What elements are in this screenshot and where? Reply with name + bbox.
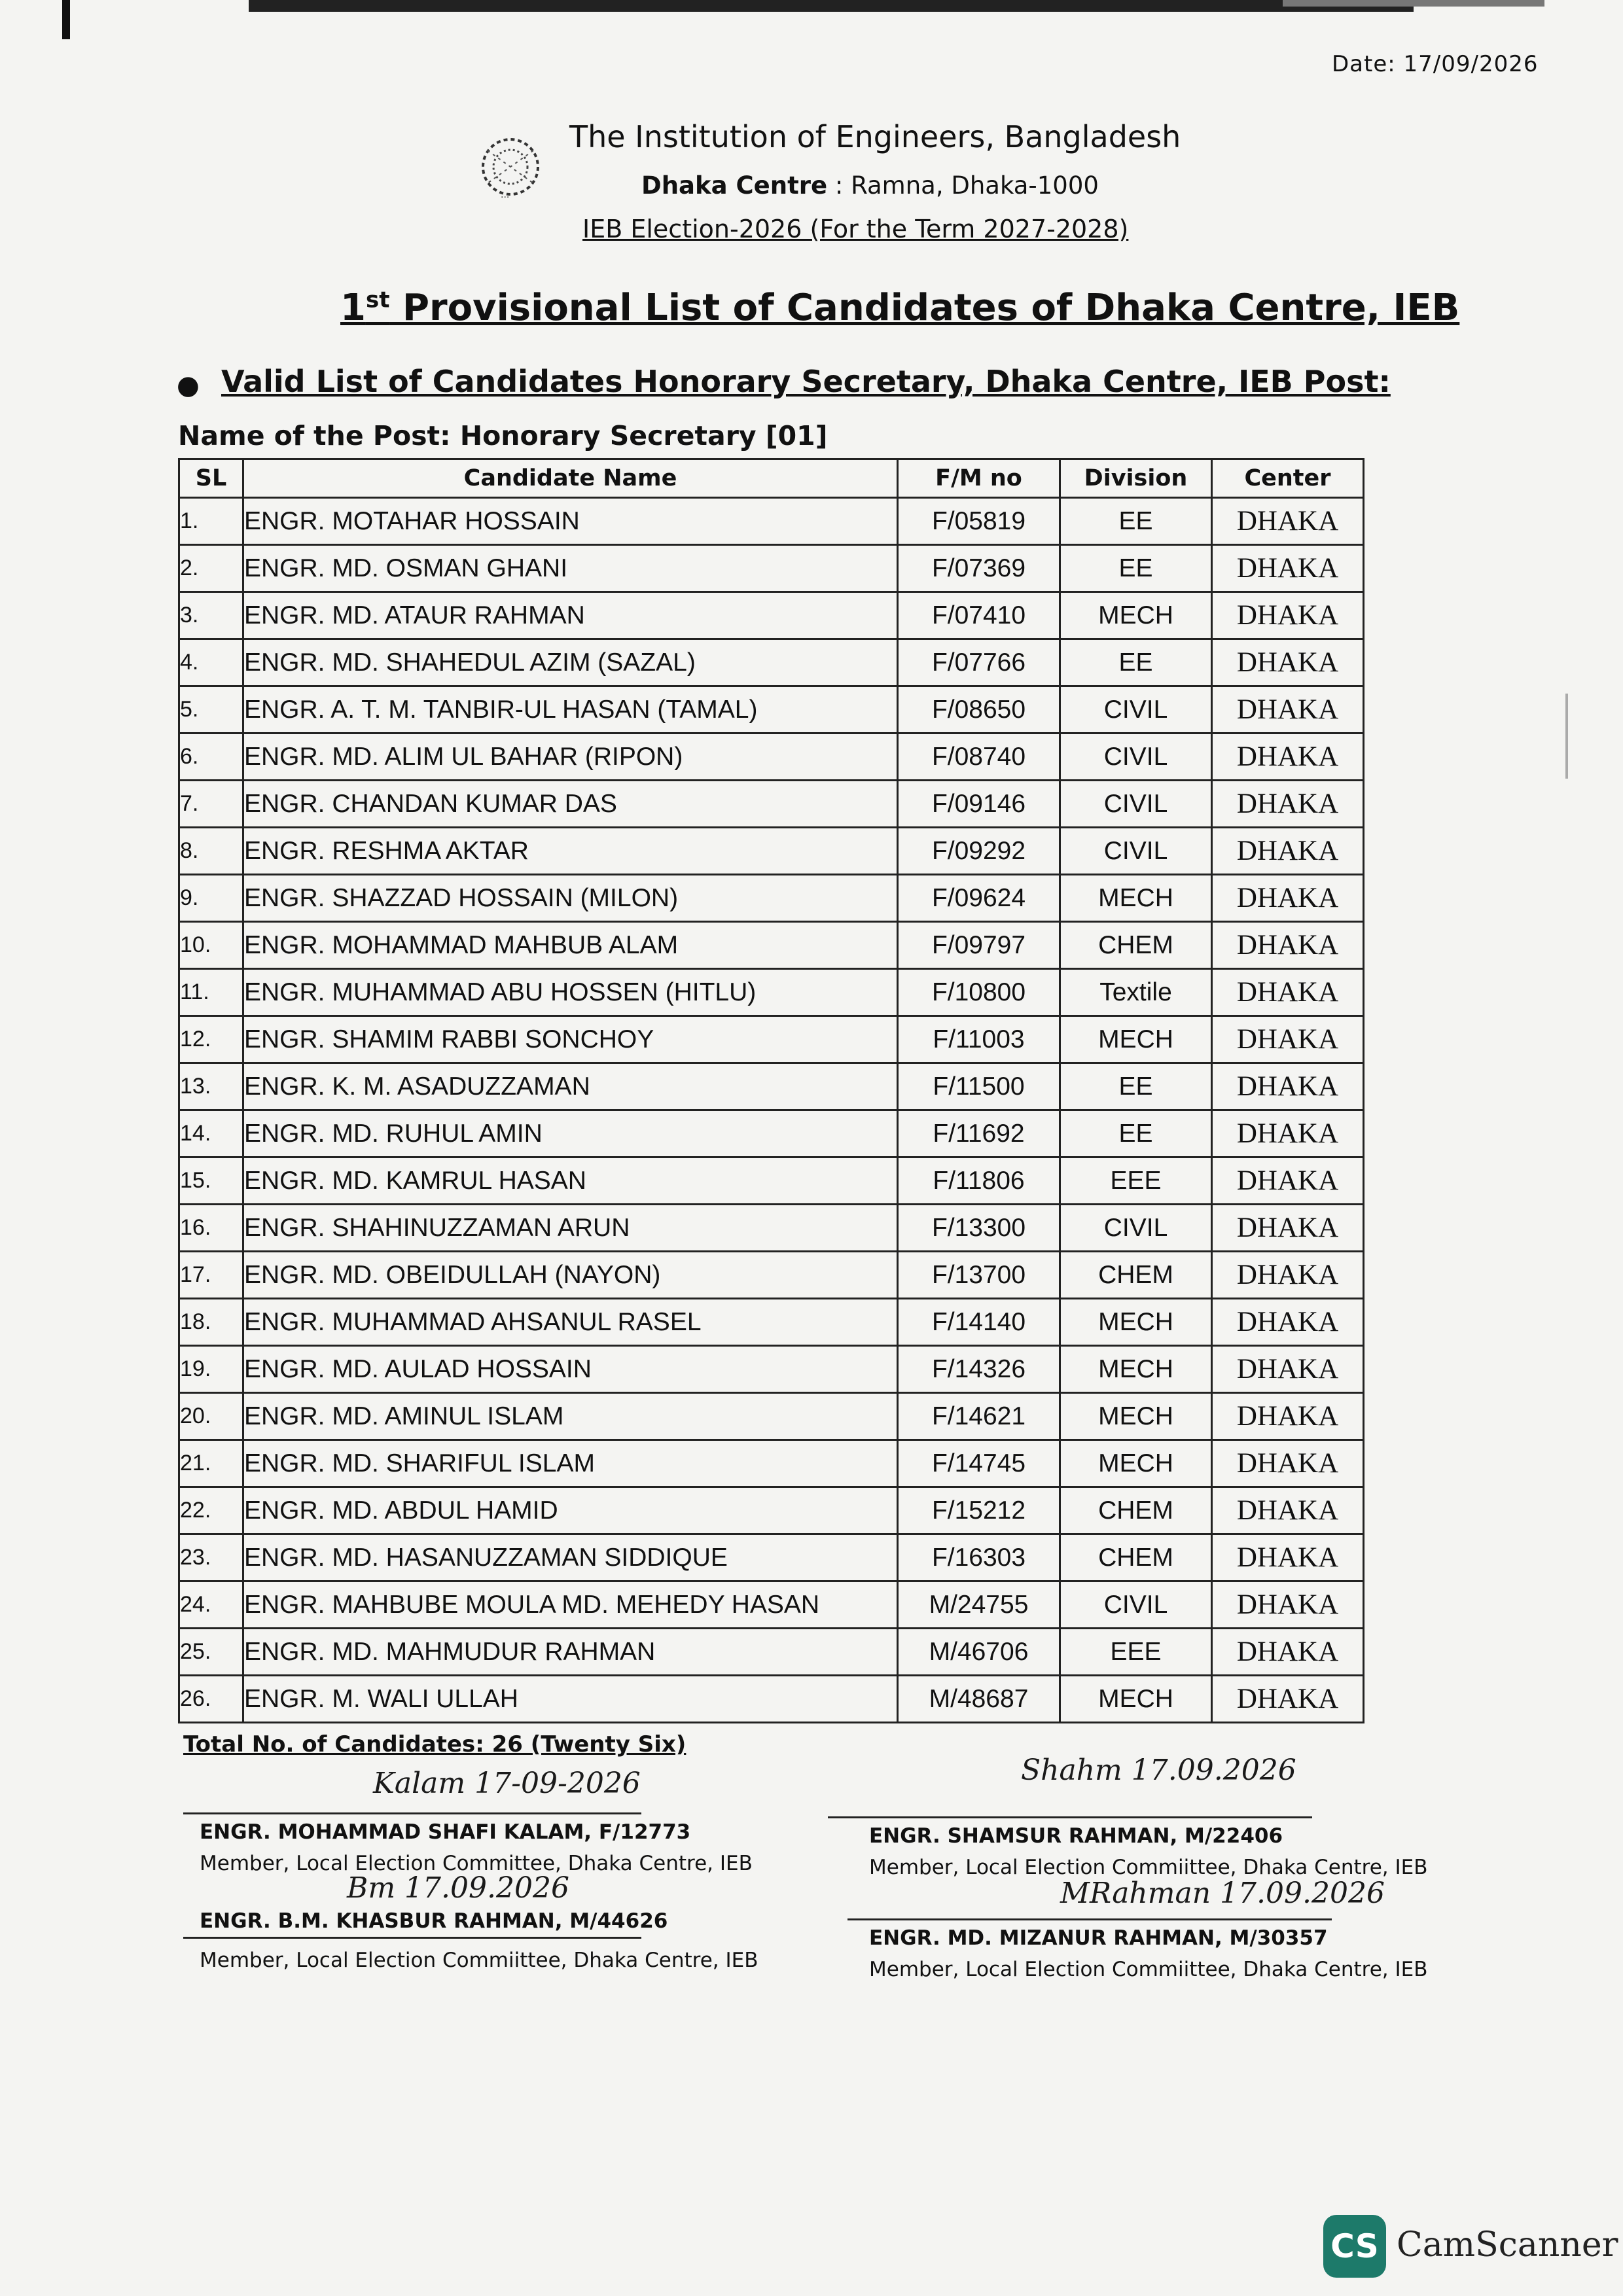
table-row [179,1063,1364,1110]
table-row [179,639,1364,686]
svg-text:···: ··· [501,192,510,203]
cell-candidate-name: ENGR. MD. AULAD HOSSAIN [243,1346,898,1393]
cell-sl: 17. [179,1252,243,1299]
cell-candidate-name: ENGR. MD. ABDUL HAMID [243,1487,898,1534]
cell-division: Textile [1060,969,1212,1016]
signatory-name: ENGR. MOHAMMAD SHAFI KALAM, F/12773 [200,1820,691,1844]
table-row [179,1299,1364,1346]
signatory-role: Member, Local Election Commiittee, Dhaka Centre, IEB [200,1949,758,1972]
table-row [179,545,1364,592]
cell-candidate-name: ENGR. MUHAMMAD AHSANUL RASEL [243,1299,898,1346]
cell-center: DHAKA [1212,1629,1364,1676]
cell-center: DHAKA [1212,969,1364,1016]
cell-candidate-name: ENGR. MD. SHARIFUL ISLAM [243,1440,898,1487]
cell-candidate-name: ENGR. MD. MAHMUDUR RAHMAN [243,1629,898,1676]
cell-fm-no: F/07369 [898,545,1060,592]
cell-fm-no: F/07410 [898,592,1060,639]
cell-fm-no: F/13300 [898,1205,1060,1252]
cell-division: EE [1060,545,1212,592]
signature-khasbur: Bm 17.09.2026 [347,1871,569,1905]
table-row [179,1581,1364,1629]
cell-center: DHAKA [1212,1440,1364,1487]
cell-sl: 3. [179,592,243,639]
cell-fm-no: F/14745 [898,1440,1060,1487]
cell-center: DHAKA [1212,1063,1364,1110]
list-title-number: 1 [340,287,366,329]
signatory-name: ENGR. SHAMSUR RAHMAN, M/22406 [869,1824,1283,1848]
cell-division: CHEM [1060,1534,1212,1581]
cell-candidate-name: ENGR. MD. HASANUZZAMAN SIDDIQUE [243,1534,898,1581]
cell-fm-no: F/14621 [898,1393,1060,1440]
cell-division: CIVIL [1060,686,1212,733]
cell-fm-no: F/09797 [898,922,1060,969]
signature-mizanur: MRahman 17.09.2026 [1060,1877,1385,1910]
list-title-ordinal: st [365,287,390,313]
cell-sl: 15. [179,1157,243,1205]
cell-sl: 26. [179,1676,243,1723]
table-row [179,1487,1364,1534]
table-row [179,1346,1364,1393]
cell-fm-no: F/05819 [898,498,1060,545]
table-row [179,1110,1364,1157]
table-row [179,1016,1364,1063]
table-row [179,1252,1364,1299]
table-row [179,1440,1364,1487]
centre-address: : Ramna, Dhaka-1000 [827,171,1099,200]
table-row [179,875,1364,922]
cell-candidate-name: ENGR. MD. ALIM UL BAHAR (RIPON) [243,733,898,781]
cell-sl: 8. [179,828,243,875]
cell-sl: 20. [179,1393,243,1440]
cell-center: DHAKA [1212,828,1364,875]
table-row [179,922,1364,969]
table-row [179,1157,1364,1205]
cell-center: DHAKA [1212,1110,1364,1157]
cell-candidate-name: ENGR. RESHMA AKTAR [243,828,898,875]
signatory-role: Member, Local Election Commiittee, Dhaka Centre, IEB [869,1958,1428,1981]
list-title [340,287,1459,329]
cell-sl: 4. [179,639,243,686]
cell-fm-no: M/46706 [898,1629,1060,1676]
cell-sl: 21. [179,1440,243,1487]
cell-fm-no: F/11500 [898,1063,1060,1110]
cell-candidate-name: ENGR. MOHAMMAD MAHBUB ALAM [243,922,898,969]
cell-center: DHAKA [1212,1393,1364,1440]
cell-center: DHAKA [1212,1581,1364,1629]
ieb-logo-icon [468,131,556,203]
table-row [179,1205,1364,1252]
cell-sl: 5. [179,686,243,733]
cell-division: CIVIL [1060,1205,1212,1252]
cell-sl: 2. [179,545,243,592]
cell-candidate-name: ENGR. SHAZZAD HOSSAIN (MILON) [243,875,898,922]
cell-fm-no: F/08740 [898,733,1060,781]
cell-division: MECH [1060,1393,1212,1440]
signature-line [183,1937,641,1939]
cell-division: CHEM [1060,1487,1212,1534]
cell-division: EE [1060,1063,1212,1110]
signature-line [847,1918,1332,1920]
cell-fm-no: F/11003 [898,1016,1060,1063]
cell-fm-no: F/07766 [898,639,1060,686]
cell-center: DHAKA [1212,498,1364,545]
cell-candidate-name: ENGR. MD. AMINUL ISLAM [243,1393,898,1440]
cell-candidate-name: ENGR. MD. OSMAN GHANI [243,545,898,592]
cell-fm-no: F/10800 [898,969,1060,1016]
table-row [179,592,1364,639]
cell-division: CHEM [1060,1252,1212,1299]
table-row [179,498,1364,545]
table-row [179,733,1364,781]
cell-sl: 11. [179,969,243,1016]
cell-division: MECH [1060,1440,1212,1487]
cell-sl: 6. [179,733,243,781]
cell-center: DHAKA [1212,1534,1364,1581]
list-title-text: Provisional List of Candidates of Dhaka Centre, IEB [389,287,1460,329]
table-row [179,686,1364,733]
header-sl: SL [179,459,243,498]
cell-sl: 23. [179,1534,243,1581]
cell-fm-no: F/15212 [898,1487,1060,1534]
camscanner-label: CamScanner [1397,2225,1618,2265]
cell-division: EE [1060,1110,1212,1157]
cell-fm-no: F/11806 [898,1157,1060,1205]
post-name: Name of the Post: Honorary Secretary [01] [178,420,828,451]
cell-center: DHAKA [1212,1487,1364,1534]
table-body [179,498,1364,1723]
cell-candidate-name: ENGR. K. M. ASADUZZAMAN [243,1063,898,1110]
cell-fm-no: F/09146 [898,781,1060,828]
signatory-role: Member, Local Election Committee, Dhaka Centre, IEB [200,1852,753,1875]
signature-kalam: Kalam 17-09-2026 [373,1767,641,1800]
header-center: Center [1212,459,1364,498]
signatory-name: ENGR. B.M. KHASBUR RAHMAN, M/44626 [200,1909,668,1933]
cell-center: DHAKA [1212,1676,1364,1723]
election-title: IEB Election-2026 (For the Term 2027-2028) [582,215,1129,243]
cell-candidate-name: ENGR. MUHAMMAD ABU HOSSEN (HITLU) [243,969,898,1016]
cell-division: MECH [1060,1676,1212,1723]
cell-center: DHAKA [1212,592,1364,639]
cell-division: CIVIL [1060,1581,1212,1629]
cell-candidate-name: ENGR. CHANDAN KUMAR DAS [243,781,898,828]
cell-center: DHAKA [1212,1205,1364,1252]
cell-division: EEE [1060,1629,1212,1676]
cell-sl: 1. [179,498,243,545]
cell-center: DHAKA [1212,781,1364,828]
signatory-role: Member, Local Election Commiittee, Dhaka Centre, IEB [869,1856,1428,1879]
header-division: Division [1060,459,1212,498]
cell-center: DHAKA [1212,922,1364,969]
cell-sl: 7. [179,781,243,828]
table-row [179,1676,1364,1723]
table-row [179,1629,1364,1676]
cell-sl: 25. [179,1629,243,1676]
cell-sl: 13. [179,1063,243,1110]
cell-candidate-name: ENGR. MD. ATAUR RAHMAN [243,592,898,639]
signature-line [828,1816,1312,1818]
signatory-name: ENGR. MD. MIZANUR RAHMAN, M/30357 [869,1926,1328,1950]
cell-sl: 18. [179,1299,243,1346]
cell-center: DHAKA [1212,1252,1364,1299]
table-row [179,969,1364,1016]
candidates-table [178,458,1364,1723]
cell-fm-no: M/24755 [898,1581,1060,1629]
cell-division: MECH [1060,1299,1212,1346]
cell-center: DHAKA [1212,686,1364,733]
cell-fm-no: M/48687 [898,1676,1060,1723]
signature-shamsur: Shahm 17.09.2026 [1021,1754,1296,1787]
cell-fm-no: F/14140 [898,1299,1060,1346]
cell-division: EE [1060,639,1212,686]
cell-sl: 9. [179,875,243,922]
table-row [179,828,1364,875]
cell-sl: 12. [179,1016,243,1063]
cell-fm-no: F/08650 [898,686,1060,733]
cell-center: DHAKA [1212,1157,1364,1205]
cell-division: MECH [1060,1346,1212,1393]
cell-sl: 14. [179,1110,243,1157]
scan-edge-right [1565,694,1568,779]
cell-fm-no: F/09292 [898,828,1060,875]
cell-fm-no: F/11692 [898,1110,1060,1157]
cell-candidate-name: ENGR. MOTAHAR HOSSAIN [243,498,898,545]
table-header-row [179,459,1364,498]
cell-division: EE [1060,498,1212,545]
cell-candidate-name: ENGR. MD. SHAHEDUL AZIM (SAZAL) [243,639,898,686]
table-row [179,781,1364,828]
cell-fm-no: F/09624 [898,875,1060,922]
cell-candidate-name: ENGR. A. T. M. TANBIR-UL HASAN (TAMAL) [243,686,898,733]
cell-candidate-name: ENGR. MAHBUBE MOULA MD. MEHEDY HASAN [243,1581,898,1629]
organization-centre [641,171,1099,200]
cell-sl: 22. [179,1487,243,1534]
cell-division: CHEM [1060,922,1212,969]
cell-center: DHAKA [1212,639,1364,686]
cell-division: CIVIL [1060,828,1212,875]
cell-candidate-name: ENGR. MD. KAMRUL HASAN [243,1157,898,1205]
cell-center: DHAKA [1212,1346,1364,1393]
table-row [179,1534,1364,1581]
total-candidates: Total No. of Candidates: 26 (Twenty Six) [183,1731,687,1757]
header-candidate-name: Candidate Name [243,459,898,498]
cell-division: MECH [1060,592,1212,639]
cell-division: CIVIL [1060,781,1212,828]
cell-sl: 10. [179,922,243,969]
cell-sl: 19. [179,1346,243,1393]
cell-division: CIVIL [1060,733,1212,781]
cell-fm-no: F/13700 [898,1252,1060,1299]
section-title: Valid List of Candidates Honorary Secretary, Dhaka Centre, IEB Post: [221,364,1391,399]
cell-division: MECH [1060,875,1212,922]
bullet-icon: ● [177,370,200,400]
cell-center: DHAKA [1212,1299,1364,1346]
table-row [179,1393,1364,1440]
cell-candidate-name: ENGR. MD. RUHUL AMIN [243,1110,898,1157]
cell-candidate-name: ENGR. M. WALI ULLAH [243,1676,898,1723]
cell-candidate-name: ENGR. SHAHINUZZAMAN ARUN [243,1205,898,1252]
camscanner-logo-icon: CS [1323,2215,1386,2278]
cell-sl: 24. [179,1581,243,1629]
cell-center: DHAKA [1212,545,1364,592]
organization-name: The Institution of Engineers, Bangladesh [569,119,1181,154]
cell-fm-no: F/16303 [898,1534,1060,1581]
header-fm-no: F/M no [898,459,1060,498]
scan-edge-top-light [1283,0,1544,7]
cell-center: DHAKA [1212,1016,1364,1063]
cell-center: DHAKA [1212,733,1364,781]
cell-sl: 16. [179,1205,243,1252]
scan-edge-left [62,0,70,39]
centre-label: Dhaka Centre [641,171,828,200]
cell-division: EEE [1060,1157,1212,1205]
document-date: Date: 17/09/2026 [1332,51,1539,77]
scan-edge-top [249,0,1414,12]
signature-line [183,1812,641,1814]
cell-candidate-name: ENGR. SHAMIM RABBI SONCHOY [243,1016,898,1063]
cell-candidate-name: ENGR. MD. OBEIDULLAH (NAYON) [243,1252,898,1299]
cell-fm-no: F/14326 [898,1346,1060,1393]
cell-center: DHAKA [1212,875,1364,922]
cell-division: MECH [1060,1016,1212,1063]
